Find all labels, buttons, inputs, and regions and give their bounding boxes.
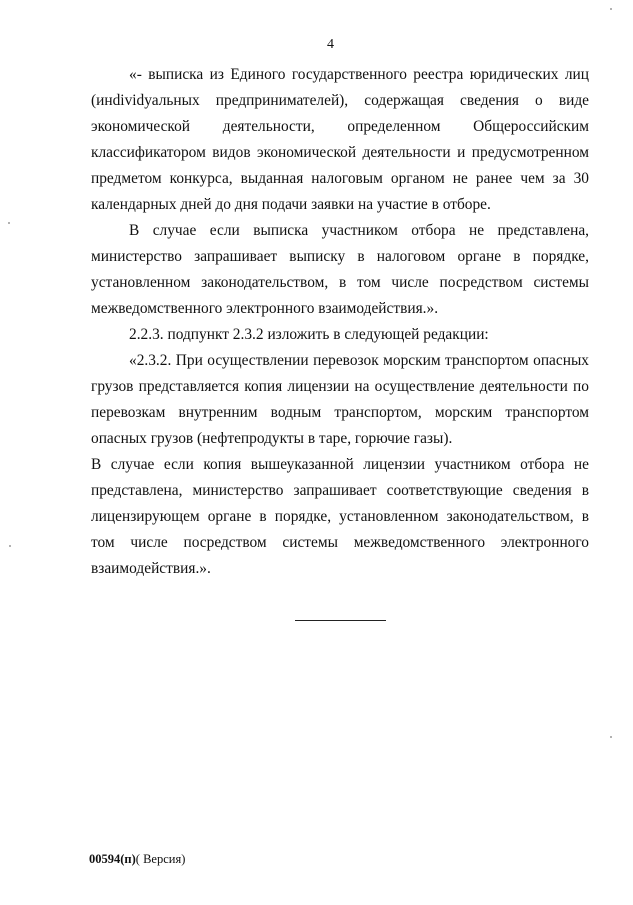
paragraph-subclause-heading: 2.2.3. подпункт 2.3.2 изложить в следующей редакции: — [129, 326, 489, 343]
paragraph-extract-description: «- выписка из Единого государственного реестра юридических лиц (инdividуальных предпринимателей), содержащая сведения о виде экономической деятельности, определенном Общероссийским классификатором видов экономической деятельности и предусмотренном предметом конкурса, выданная налоговым органом не ранее чем за 30 календарных дней до дня подачи заявки на участие в отборе. — [91, 66, 589, 213]
document-code-number: 00594(п) — [89, 852, 136, 866]
document-code — [89, 851, 185, 867]
scan-speck — [610, 8, 612, 10]
scan-speck — [8, 222, 10, 224]
scan-speck — [610, 736, 612, 738]
end-separator-line — [295, 620, 386, 621]
scan-speck — [9, 545, 11, 547]
paragraph-license-request: В случае если копия вышеуказанной лицензии участником отбора не представлена, министерство запрашивает соответствующие сведения в лицензирующем органе в порядке, установленном законодательством, в том числе посредством системы межведомственного электронного взаимодействия.». — [91, 456, 589, 577]
page-number: 4 — [327, 37, 334, 52]
document-code-version: ( Версия) — [135, 852, 186, 866]
paragraph-license-requirement: «2.3.2. При осуществлении перевозок морским транспортом опасных грузов представляется копия лицензии на осуществление деятельности по перевозкам внутренним водным транспортом, морским транспортом опасных грузов (нефтепродукты в таре, горючие газы). — [91, 352, 589, 447]
paragraph-extract-request: В случае если выписка участником отбора не представлена, министерство запрашивает выписку в налоговом органе в порядке, установленном законодательством, в том числе посредством системы межведомственного электронного взаимодействия.». — [91, 222, 589, 317]
document-body — [91, 62, 589, 582]
